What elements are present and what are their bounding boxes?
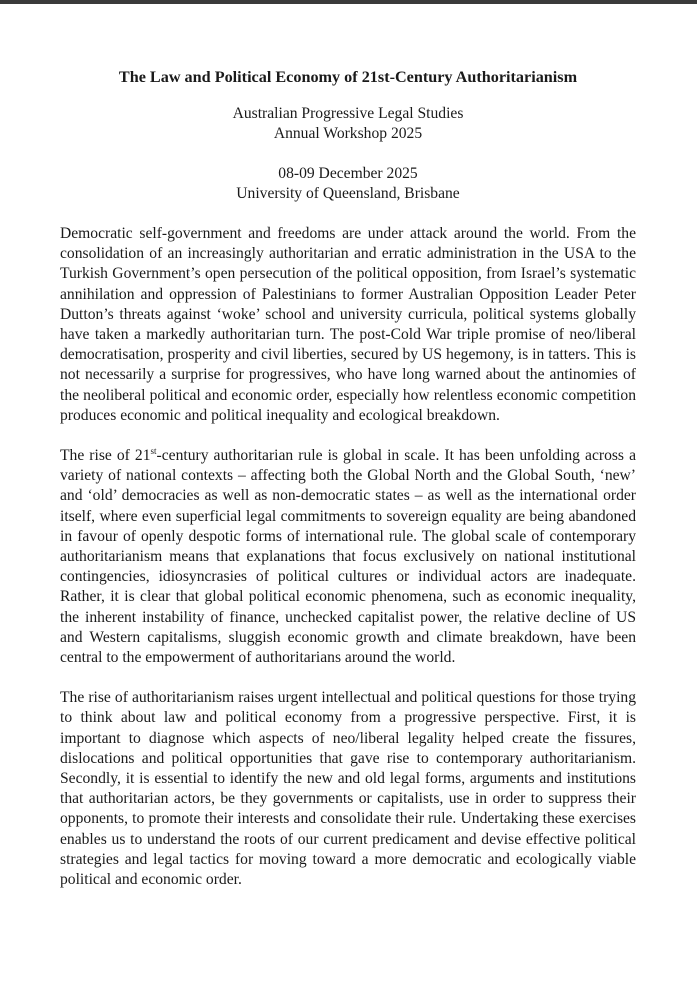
event-info bbox=[60, 104, 636, 144]
ordinal-superscript: st bbox=[150, 446, 157, 457]
paragraph-1: Democratic self-government and freedoms are under attack around the world. From the consolidation of an increasingly authoritarian and erratic administration in the USA to the Turkish Government’s open persecution of the political opposition, from Israel’s systematic annihilation and oppression of Palestinians to former Australian Opposition Leader Peter Dutton’s threats against ‘woke’ school and university curricula, political systems globally have taken a markedly authoritarian turn. The post-Cold War triple promise of neo/liberal democratisation, prosperity and civil liberties, secured by US hegemony, is in tatters. This is not necessarily a surprise for progressives, who have long warned about the antinomies of the neoliberal political and economic order, especially how relentless economic competition produces economic and political inequality and ecological breakdown. bbox=[60, 225, 636, 424]
document-title: The Law and Political Economy of 21st-Century Authoritarianism bbox=[118, 68, 578, 86]
paragraph-3: The rise of authoritarianism raises urgent intellectual and political questions for those trying to think about law and political economy from a progressive perspective. First, it is important to diagnose which aspects of neo/liberal legality helped create the fissures, dislocations and political opportunities that gave rise to contemporary authoritarianism. Secondly, it is essential to identify the new and old legal forms, arguments and institutions that authoritarian actors, be they governments or capitalists, use in order to suppress their opponents, to promote their interests and consolidate their rule. Undertaking these exercises enables us to understand the roots of our current predicament and devise effective political strategies and legal tactics for moving toward a more democratic and ecologically viable political and economic order. bbox=[60, 689, 636, 889]
event-name: Annual Workshop 2025 bbox=[273, 125, 423, 142]
paragraph-2-start: The rise of 21 bbox=[60, 447, 151, 465]
event-dates: 08-09 December 2025 bbox=[278, 165, 418, 182]
paragraph-2 bbox=[60, 446, 636, 668]
event-venue: University of Queensland, Brisbane bbox=[236, 185, 460, 202]
paragraph-2-rest: -century authoritarian rule is global in scale. It has been unfolding across a variety of national contexts – affecting both the Global North and the Global South, ‘new’ and ‘old’ democracies as well as non-democratic states – as well as the international order itself, where even superficial legal commitments to sovereign equality are being abandoned in favour of openly despotic forms of international rule. The global scale of contemporary authoritarianism means that explanations that focus exclusively on national institutional contingencies, idiosyncrasies of political cultures or individual actors are inadequate. Rather, it is clear that global political economic phenomena, such as economic inequality, the inherent instability of finance, unchecked capitalist power, the relative decline of US and Western capitalisms, sluggish economic growth and climate breakdown, have been central to the empowerment of authoritarians around the world. bbox=[60, 447, 636, 667]
document-page bbox=[60, 66, 636, 910]
event-details bbox=[60, 164, 636, 204]
top-border bbox=[0, 0, 697, 4]
event-organizer: Australian Progressive Legal Studies bbox=[232, 105, 464, 122]
